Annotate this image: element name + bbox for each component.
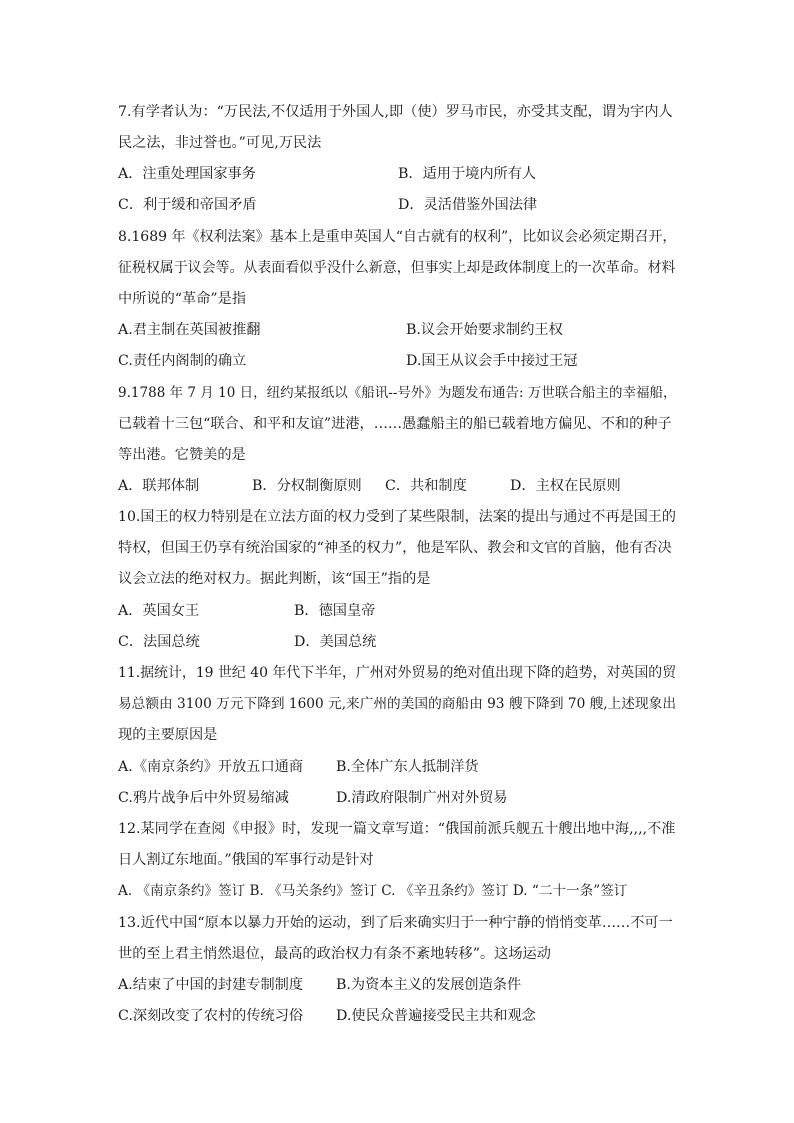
q11-stem-line-2: 易总额由 3100 万元下降到 1600 元,来广州的美国的商船由 93 艘下降到 70 艘,上述现象出 bbox=[118, 696, 676, 712]
q7-stem-line-2: 民之法，非过誉也。”可见,万民法 bbox=[118, 135, 322, 151]
q10-option-b: B．德国皇帝 bbox=[294, 603, 376, 619]
q12-options-line: A. 《南京条约》签订 B. 《马关条约》签订 C. 《辛丑条约》签订 D. “二十一条”签订 bbox=[118, 883, 628, 899]
q10-stem-line-2: 特权，但国王仍享有统治国家的“神圣的权力”，他是军队、教会和文官的首脑，他有否决 bbox=[118, 540, 672, 556]
q7-option-b: B．适用于境内所有人 bbox=[398, 166, 537, 182]
q7-option-a: A．注重处理国家事务 bbox=[118, 166, 256, 182]
q9-option-c: C．共和制度 bbox=[385, 478, 467, 494]
q9-option-a: A．联邦体制 bbox=[118, 478, 200, 494]
q9-stem-line-1: 9.1788 年 7 月 10 日，纽约某报纸以《船讯--号外》为题发布通告: 万世联合船主的幸福船， bbox=[118, 385, 677, 401]
q9-option-d: D．主权在民原则 bbox=[510, 478, 621, 494]
q10-option-a: A．英国女王 bbox=[118, 603, 200, 619]
q13-option-c: C.深刻改变了农村的传统习俗 bbox=[118, 1008, 304, 1024]
q13-option-a: A.结束了中国的封建专制制度 bbox=[118, 977, 304, 993]
q12-stem-line-1: 12.某同学在查阅《申报》时，发现一篇文章写道：“俄国前派兵舰五十艘出地中海,,,,不准 bbox=[118, 821, 676, 837]
q11-option-c: C.鸦片战争后中外贸易缩减 bbox=[118, 790, 289, 806]
q8-option-b: B.议会开始要求制约王权 bbox=[406, 322, 563, 338]
q8-stem-line-2: 征税权属于议会等。从表面看似乎没什么新意，但事实上却是政体制度上的一次革命。材料 bbox=[118, 260, 676, 276]
q10-option-d: D．美国总统 bbox=[294, 634, 377, 650]
q13-stem-line-1: 13.近代中国“原本以暴力开始的运动，到了后来确实归于一种宁静的悄悄变革……不可一 bbox=[118, 915, 673, 931]
q11-stem-line-1: 11.据统计，19 世纪 40 年代下半年，广州对外贸易的绝对值出现下降的趋势，对英国的贸 bbox=[118, 665, 677, 681]
q8-stem-line-3: 中所说的“革命”是指 bbox=[118, 291, 247, 307]
q11-stem-line-3: 现的主要原因是 bbox=[118, 727, 218, 743]
q13-stem-line-2: 世的至上君主悄然退位，最高的政治权力有条不紊地转移”。这场运动 bbox=[118, 946, 551, 962]
q8-option-d: D.国王从议会手中接过王冠 bbox=[406, 353, 578, 369]
q8-option-a: A.君主制在英国被推翻 bbox=[118, 322, 261, 338]
q11-option-d: D.清政府限制广州对外贸易 bbox=[336, 790, 508, 806]
q8-option-c: C.责任内阁制的确立 bbox=[118, 353, 247, 369]
q13-option-b: B.为资本主义的发展创造条件 bbox=[336, 977, 522, 993]
q9-option-b: B．分权制衡原则 bbox=[252, 478, 362, 494]
q11-option-a: A.《南京条约》开放五口通商 bbox=[118, 759, 304, 775]
q7-option-d: D．灵活借鉴外国法律 bbox=[398, 197, 538, 213]
q7-option-c: C．利于缓和帝国矛盾 bbox=[118, 197, 257, 213]
q10-stem-line-1: 10.国王的权力特别是在立法方面的权力受到了某些限制，法案的提出与通过不再是国王的 bbox=[118, 509, 676, 525]
q10-stem-line-3: 议会立法的绝对权力。据此判断，该“国王”指的是 bbox=[118, 571, 431, 587]
q13-option-d: D.使民众普遍接受民主共和观念 bbox=[336, 1008, 536, 1024]
q10-option-c: C．法国总统 bbox=[118, 634, 200, 650]
q9-stem-line-2: 已载着十三包“联合、和平和友谊”进港，……愚蠢船主的船已载着地方偏见、不和的种子 bbox=[118, 416, 672, 432]
q11-option-b: B.全体广东人抵制洋货 bbox=[336, 759, 479, 775]
q7-stem-line-1: 7.有学者认为：“万民法,不仅适用于外国人,即（使）罗马市民，亦受其支配，谓为宇内人 bbox=[118, 104, 673, 120]
q8-stem-line-1: 8.1689 年《权利法案》基本上是重申英国人“自古就有的权利”，比如议会必须定期召开， bbox=[118, 229, 677, 245]
q9-stem-line-3: 等出港。它赞美的是 bbox=[118, 447, 246, 463]
q12-stem-line-2: 日人割辽东地面。”俄国的军事行动是针对 bbox=[118, 852, 374, 868]
